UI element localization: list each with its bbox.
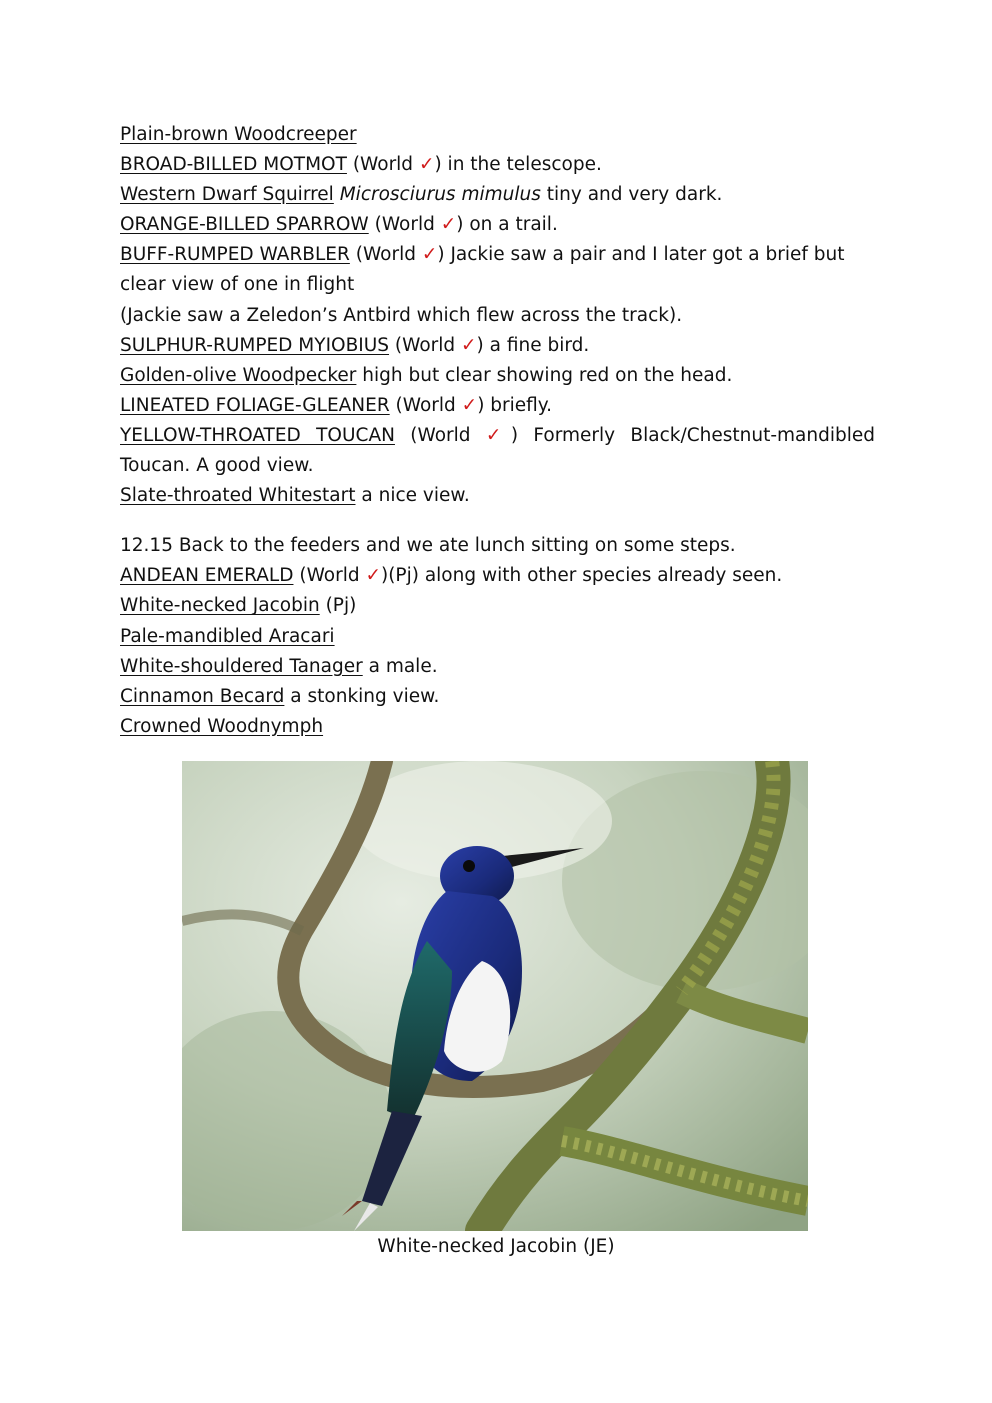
species-name: BROAD-BILLED MOTMOT: [120, 154, 347, 176]
entry-text: ) in the telescope.: [434, 154, 602, 176]
entry-text: ) briefly.: [477, 394, 553, 416]
entry-line: [120, 331, 875, 361]
checkmark-icon: ✓: [440, 214, 457, 236]
entry-line: [120, 150, 875, 180]
entry-text: a nice view.: [355, 485, 470, 507]
entry-line: [120, 361, 875, 391]
entry-line: [120, 682, 875, 712]
species-name: Cinnamon Becard: [120, 685, 285, 707]
checkmark-icon: ✓: [461, 334, 477, 356]
species-name: ORANGE-BILLED SPARROW: [120, 214, 369, 236]
entry-text: ) Jackie saw a pair and I later got a brief but clear view of one in flight: [120, 244, 845, 296]
entry-text: a male.: [362, 655, 438, 677]
entry-text: ) on a trail.: [456, 214, 558, 236]
species-name: Slate-throated Whitestart: [120, 485, 356, 507]
entry-line: [120, 591, 875, 621]
entry-text: tiny and very dark.: [540, 184, 723, 206]
species-name: ANDEAN EMERALD: [120, 565, 294, 587]
entry-line: [120, 421, 875, 481]
entry-line: [120, 301, 875, 331]
entry-line: [120, 652, 875, 682]
species-name: Western Dwarf Squirrel: [120, 184, 334, 206]
checkmark-icon: ✓: [418, 154, 435, 176]
entry-text: (World: [389, 334, 462, 356]
species-name: BUFF-RUMPED WARBLER: [120, 244, 350, 266]
scientific-name: Microsciurus mimulus: [339, 184, 541, 206]
checkmark-icon: ✓: [461, 394, 478, 416]
entry-line: [120, 391, 875, 421]
entry-text: high but clear showing red on the head.: [356, 364, 733, 386]
entry-line: [120, 120, 875, 150]
entry-text: (Pj): [319, 595, 357, 617]
entry-text: (Jackie saw a Zeledon’s Antbird which flew across the track).: [120, 304, 683, 326]
entry-line: [120, 240, 875, 300]
hummingbird-photo: [182, 761, 808, 1231]
species-name: Crowned Woodnymph: [120, 715, 324, 737]
entry-text: 12.15 Back to the feeders and we ate lunch sitting on some steps.: [120, 535, 736, 557]
entry-text: a stonking view.: [284, 685, 440, 707]
entry-text: (World: [389, 394, 462, 416]
checkmark-icon: ✓: [365, 565, 381, 587]
entry-text: (World: [346, 154, 419, 176]
entry-line: [120, 712, 875, 742]
entry-text: (World: [368, 214, 441, 236]
entry-line: [120, 210, 875, 240]
checkmark-icon: ✓: [485, 424, 511, 446]
species-name: LINEATED FOLIAGE-GLEANER: [120, 394, 390, 416]
species-name: White-necked Jacobin: [120, 595, 320, 617]
species-name: YELLOW-THROATED TOUCAN: [120, 424, 395, 446]
entry-text: (World: [349, 244, 422, 266]
paragraph-gap: [120, 511, 875, 531]
photo-caption: White-necked Jacobin (JE): [377, 1236, 615, 1257]
trip-report-text: [120, 120, 875, 742]
species-name: Golden-olive Woodpecker: [120, 364, 357, 386]
entry-text: ) a fine bird.: [476, 334, 590, 356]
species-name: SULPHUR-RUMPED MYIOBIUS: [120, 334, 390, 356]
entry-text: ) Formerly Black/Chestnut-mandibled Toucan. A good view.: [120, 424, 875, 477]
entry-text: (World: [293, 565, 366, 587]
entry-line: [120, 481, 875, 511]
species-name: Pale-mandibled Aracari: [120, 625, 335, 647]
entry-line: [120, 622, 875, 652]
species-list-morning: [120, 120, 875, 511]
species-name: White-shouldered Tanager: [120, 655, 363, 677]
entry-line: [120, 561, 875, 591]
species-list-lunch: [120, 531, 875, 742]
entry-line: [120, 531, 875, 561]
entry-line: [120, 180, 875, 210]
entry-text: )(Pj) along with other species already seen.: [380, 565, 783, 587]
entry-text: (World: [394, 424, 486, 446]
species-name: Plain-brown Woodcreeper: [120, 124, 357, 145]
checkmark-icon: ✓: [421, 244, 438, 266]
